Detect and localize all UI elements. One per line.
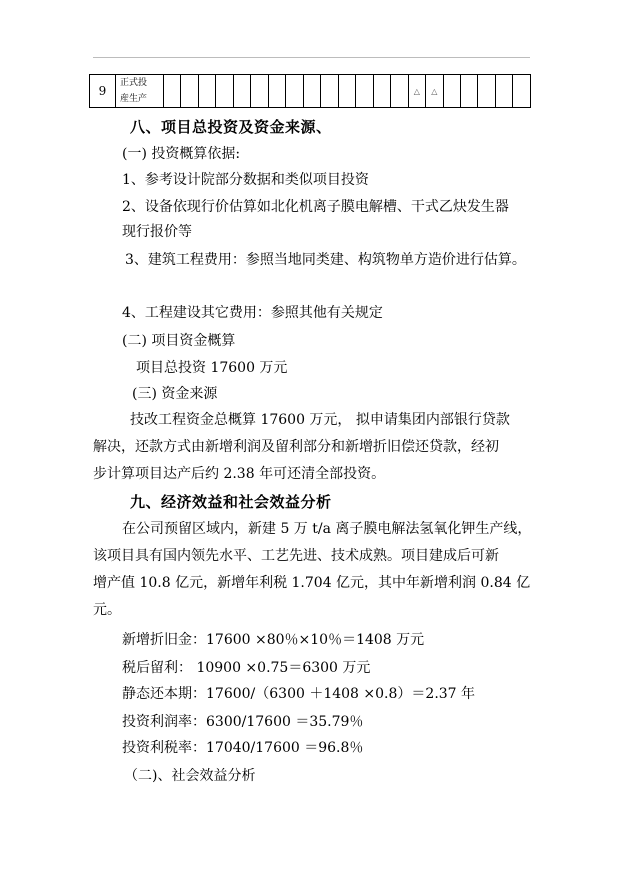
schedule-cell (443, 75, 460, 108)
section8-item2a: 2、设备依现行价估算如北化机离子膜电解槽、干式乙炔发生器 (122, 199, 509, 215)
stage-label (116, 75, 164, 108)
section9-sub2: （二)、社会效益分析 (124, 768, 256, 784)
schedule-cell (373, 75, 390, 108)
schedule-cell (198, 75, 215, 108)
section8-item1: 1、参考设计院部分数据和类似项目投资 (122, 172, 369, 188)
formula-tax-rate: 投资利税率：17040/17600 ＝96.8％ (122, 740, 364, 756)
schedule-cell (286, 75, 303, 108)
section9-p2: 该项目具有国内领先水平、工艺先进、技术成熟。项目建成后可新 (93, 548, 499, 564)
section9-p1: 在公司预留区域内，新建 5 万 t/a 离子膜电解法氢氧化钾生产线， (122, 521, 532, 537)
section9-p3: 增产值 10.8 亿元，新增年利税 1.704 亿元，其中年新增利润 0.84 亿 (93, 575, 531, 591)
stage-label-line2: 産生产 (120, 94, 148, 104)
section8-sub3: (三) 资金来源 (132, 386, 218, 402)
section8-item3: 3、建筑工程费用：参照当地同类建、构筑物单方造价进行估算。 (125, 252, 526, 268)
table-row (90, 75, 531, 108)
schedule-cell (268, 75, 285, 108)
row-number: 9 (90, 75, 116, 108)
schedule-cell (181, 75, 198, 108)
schedule-cell (356, 75, 373, 108)
schedule-cell: △ (426, 75, 443, 108)
section8-p1: 技改工程资金总概算 17600 万元， 拟申请集团内部银行贷款 (130, 412, 510, 428)
schedule-cell (338, 75, 355, 108)
formula-depreciation: 新增折旧金：17600 ×80％×10％＝1408 万元 (122, 632, 425, 648)
schedule-cell (460, 75, 477, 108)
schedule-cell (164, 75, 181, 108)
schedule-cell (251, 75, 268, 108)
section8-item4: 4、工程建设其它费用：参照其他有关规定 (122, 305, 383, 321)
schedule-cell: △ (408, 75, 425, 108)
schedule-cell (321, 75, 338, 108)
schedule-cell (478, 75, 495, 108)
schedule-cell (233, 75, 250, 108)
section9-heading: 九、经济效益和社会效益分析 (130, 493, 332, 511)
schedule-cell (303, 75, 320, 108)
section8-total: 项目总投资 17600 万元 (136, 360, 288, 376)
header-rule (93, 57, 530, 58)
schedule-cell (216, 75, 233, 108)
section8-item2b: 现行报价等 (122, 224, 192, 240)
formula-profit-rate: 投资利润率：6300/17600 ＝35.79％ (122, 714, 364, 730)
schedule-cell (513, 75, 531, 108)
formula-retained-profit: 税后留利： 10900 ×0.75＝6300 万元 (122, 660, 371, 676)
schedule-table (89, 74, 531, 108)
stage-label-line1: 正式投 (120, 78, 148, 88)
section8-sub2: (二) 项目资金概算 (122, 333, 236, 349)
section8-heading: 八、项目总投资及资金来源、 (130, 118, 332, 136)
section8-p3: 步计算项目达产后约 2.38 年可还清全部投资。 (93, 466, 386, 482)
section9-p4: 元。 (93, 602, 121, 618)
section8-sub1: (一) 投资概算依据: (122, 146, 241, 162)
section8-p2: 解决，还款方式由新增利润及留利部分和新增折旧偿还贷款，经初 (93, 439, 499, 455)
schedule-cell (391, 75, 408, 108)
formula-payback: 静态还本期：17600/（6300 ＋1408 ×0.8）＝2.37 年 (122, 686, 476, 702)
schedule-cell (495, 75, 512, 108)
